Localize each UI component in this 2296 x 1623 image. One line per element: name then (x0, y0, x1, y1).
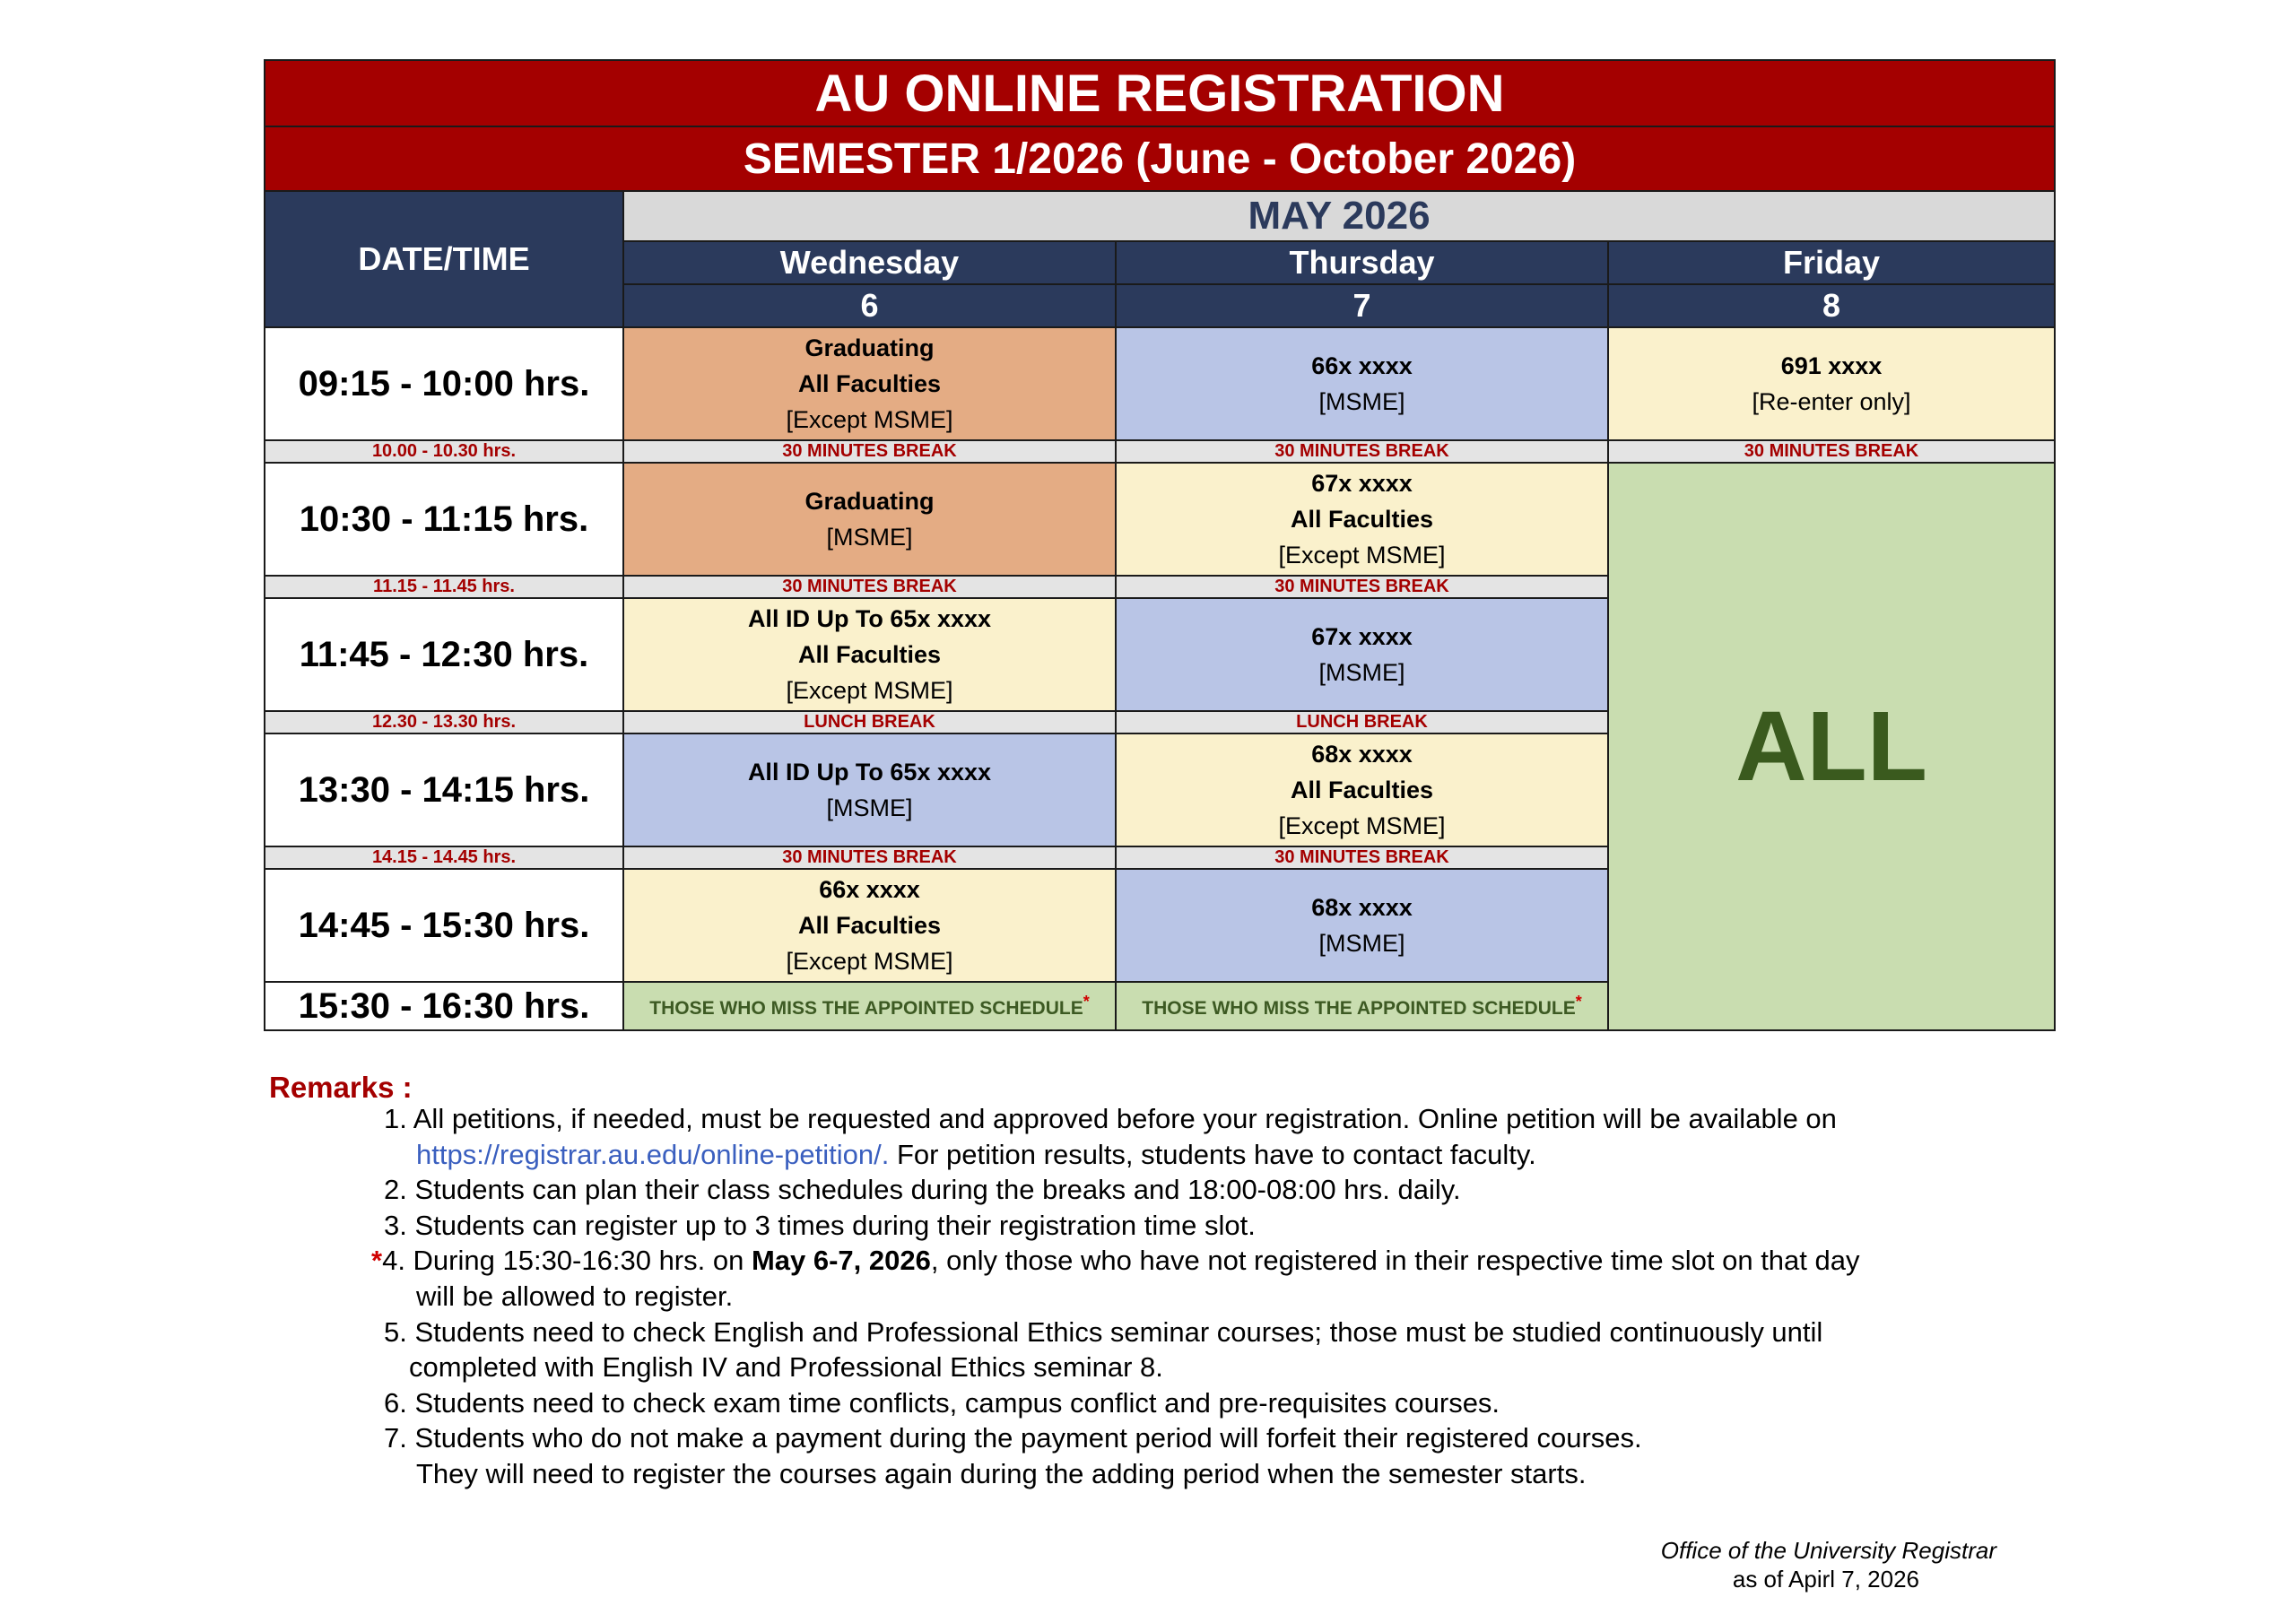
slot-line: [MSME] (826, 794, 913, 821)
break-2-wednesday: 30 MINUTES BREAK (623, 576, 1116, 598)
slot-line: All Faculties (797, 370, 942, 397)
office-signature: Office of the University Registrar (1660, 1537, 1996, 1564)
slot-4-wednesday (623, 733, 1116, 846)
slot-2-wednesday (623, 463, 1116, 576)
slot-1-wednesday (623, 327, 1116, 440)
day-number-thursday: 7 (1116, 284, 1608, 327)
break-time-2: 11.15 - 11.45 hrs. (265, 576, 623, 598)
break-4-thursday: 30 MINUTES BREAK (1116, 846, 1608, 869)
day-name-thursday: Thursday (1116, 241, 1608, 284)
remark-4-text: , only those who have not registered in their respective time slot on that day (930, 1245, 1860, 1277)
remark-1-line-2 (416, 1137, 1536, 1173)
time-slot-4: 13:30 - 14:15 hrs. (265, 733, 623, 846)
semester-subtitle: SEMESTER 1/2026 (June - October 2026) (265, 126, 2055, 191)
time-slot-6: 15:30 - 16:30 hrs. (265, 982, 623, 1030)
remark-6: 6. Students need to check exam time conflicts, campus conflict and pre-requisites courses. (384, 1386, 1500, 1419)
slot-6-thursday (1116, 982, 1608, 1030)
day-number-wednesday: 6 (623, 284, 1116, 327)
slot-line: 66x xxxx (819, 876, 920, 903)
slot-line: All Faculties (797, 912, 942, 939)
slot-line: All Faculties (1290, 777, 1434, 803)
page-title: AU ONLINE REGISTRATION (265, 60, 2055, 126)
remark-7-line-1: 7. Students who do not make a payment during the payment period will forfeit their registered courses. (384, 1422, 1642, 1454)
slot-line: 691 xxxx (1780, 352, 1883, 379)
break-4-wednesday: 30 MINUTES BREAK (623, 846, 1116, 869)
slot-line: 67x xxxx (1311, 470, 1413, 497)
remark-4-text: 4. During 15:30-16:30 hrs. on (382, 1245, 752, 1277)
slot-4-thursday (1116, 733, 1608, 846)
slot-line: [Except MSME] (1278, 812, 1446, 839)
break-time-4: 14.15 - 14.45 hrs. (265, 846, 623, 869)
slot-1-thursday (1116, 327, 1608, 440)
slot-line: All Faculties (1290, 506, 1434, 533)
day-name-friday: Friday (1608, 241, 2055, 284)
remark-5-line-1: 5. Students need to check English and Professional Ethics seminar courses; those must be studied continuously until (384, 1315, 1823, 1348)
time-slot-3: 11:45 - 12:30 hrs. (265, 598, 623, 711)
slot-line: [MSME] (1318, 659, 1405, 686)
slot-line: [Re-enter only] (1752, 388, 1911, 415)
remark-4-line-1 (371, 1243, 1860, 1279)
slot-1-friday (1608, 327, 2055, 440)
asterisk-marker: * (1083, 993, 1090, 1011)
remarks-title: Remarks : (269, 1071, 413, 1104)
slot-line: 68x xxxx (1311, 741, 1413, 768)
break-3-wednesday: LUNCH BREAK (623, 711, 1116, 733)
asterisk-marker: * (371, 1245, 383, 1277)
remark-4-line-2: will be allowed to register. (416, 1280, 734, 1312)
slot-line: [MSME] (1318, 930, 1405, 957)
slot-line: 68x xxxx (1311, 894, 1413, 921)
remark-4-date: May 6-7, 2026 (751, 1245, 931, 1277)
break-1-wednesday: 30 MINUTES BREAK (623, 440, 1116, 463)
slot-5-wednesday (623, 869, 1116, 982)
remark-7-line-2: They will need to register the courses again during the adding period when the semester starts. (416, 1457, 1587, 1489)
slot-line: [Except MSME] (786, 406, 953, 433)
petition-link[interactable]: https://registrar.au.edu/online-petition/. (416, 1138, 890, 1170)
slot-6-wednesday (623, 982, 1116, 1030)
day-name-wednesday: Wednesday (623, 241, 1116, 284)
date-time-header: DATE/TIME (265, 191, 623, 327)
break-time-1: 10.00 - 10.30 hrs. (265, 440, 623, 463)
slot-line: All ID Up To 65x xxxx (747, 605, 992, 632)
remark-5-line-2: completed with English IV and Professional Ethics seminar 8. (409, 1351, 1163, 1384)
remark-1-line-1: 1. All petitions, if needed, must be requested and approved before your registration. Online petition will be available on (384, 1103, 1837, 1134)
slot-3-thursday (1116, 598, 1608, 711)
slot-3-wednesday (623, 598, 1116, 711)
slot-2-thursday (1116, 463, 1608, 576)
miss-schedule-text: THOSE WHO MISS THE APPOINTED SCHEDULE (649, 998, 1083, 1019)
slot-line: [MSME] (826, 524, 913, 551)
break-1-thursday: 30 MINUTES BREAK (1116, 440, 1608, 463)
remarks-list (0, 1101, 2296, 1492)
as-of-date: as of Apirl 7, 2026 (1732, 1566, 1919, 1593)
slot-line: Graduating (804, 488, 935, 515)
slot-line: 66x xxxx (1311, 352, 1413, 379)
break-1-friday: 30 MINUTES BREAK (1608, 440, 2055, 463)
miss-schedule-text: THOSE WHO MISS THE APPOINTED SCHEDULE (1142, 998, 1576, 1019)
time-slot-1: 09:15 - 10:00 hrs. (265, 327, 623, 440)
remark-2: 2. Students can plan their class schedules during the breaks and 18:00-08:00 hrs. daily. (384, 1174, 1461, 1206)
slot-line: 67x xxxx (1311, 623, 1413, 650)
slot-line: [Except MSME] (786, 677, 953, 704)
slot-5-thursday (1116, 869, 1608, 982)
slot-line: [MSME] (1318, 388, 1405, 415)
slot-line: All ID Up To 65x xxxx (747, 759, 992, 785)
time-slot-5: 14:45 - 15:30 hrs. (265, 869, 623, 982)
break-3-thursday: LUNCH BREAK (1116, 711, 1608, 733)
slot-line: [Except MSME] (786, 948, 953, 975)
slot-line: [Except MSME] (1278, 542, 1446, 568)
break-2-thursday: 30 MINUTES BREAK (1116, 576, 1608, 598)
remark-3: 3. Students can register up to 3 times during their registration time slot. (384, 1209, 1256, 1241)
slot-line: Graduating (804, 334, 935, 361)
asterisk-marker: * (1575, 993, 1582, 1011)
time-slot-2: 10:30 - 11:15 hrs. (265, 463, 623, 576)
month-header: MAY 2026 (623, 191, 2055, 241)
day-number-friday: 8 (1608, 284, 2055, 327)
slot-line: All Faculties (797, 641, 942, 668)
remark-1-text: For petition results, students have to contact faculty. (889, 1138, 1536, 1170)
friday-all-block: ALL (1608, 463, 2055, 1030)
registration-schedule-table (264, 59, 2056, 1031)
break-time-3: 12.30 - 13.30 hrs. (265, 711, 623, 733)
